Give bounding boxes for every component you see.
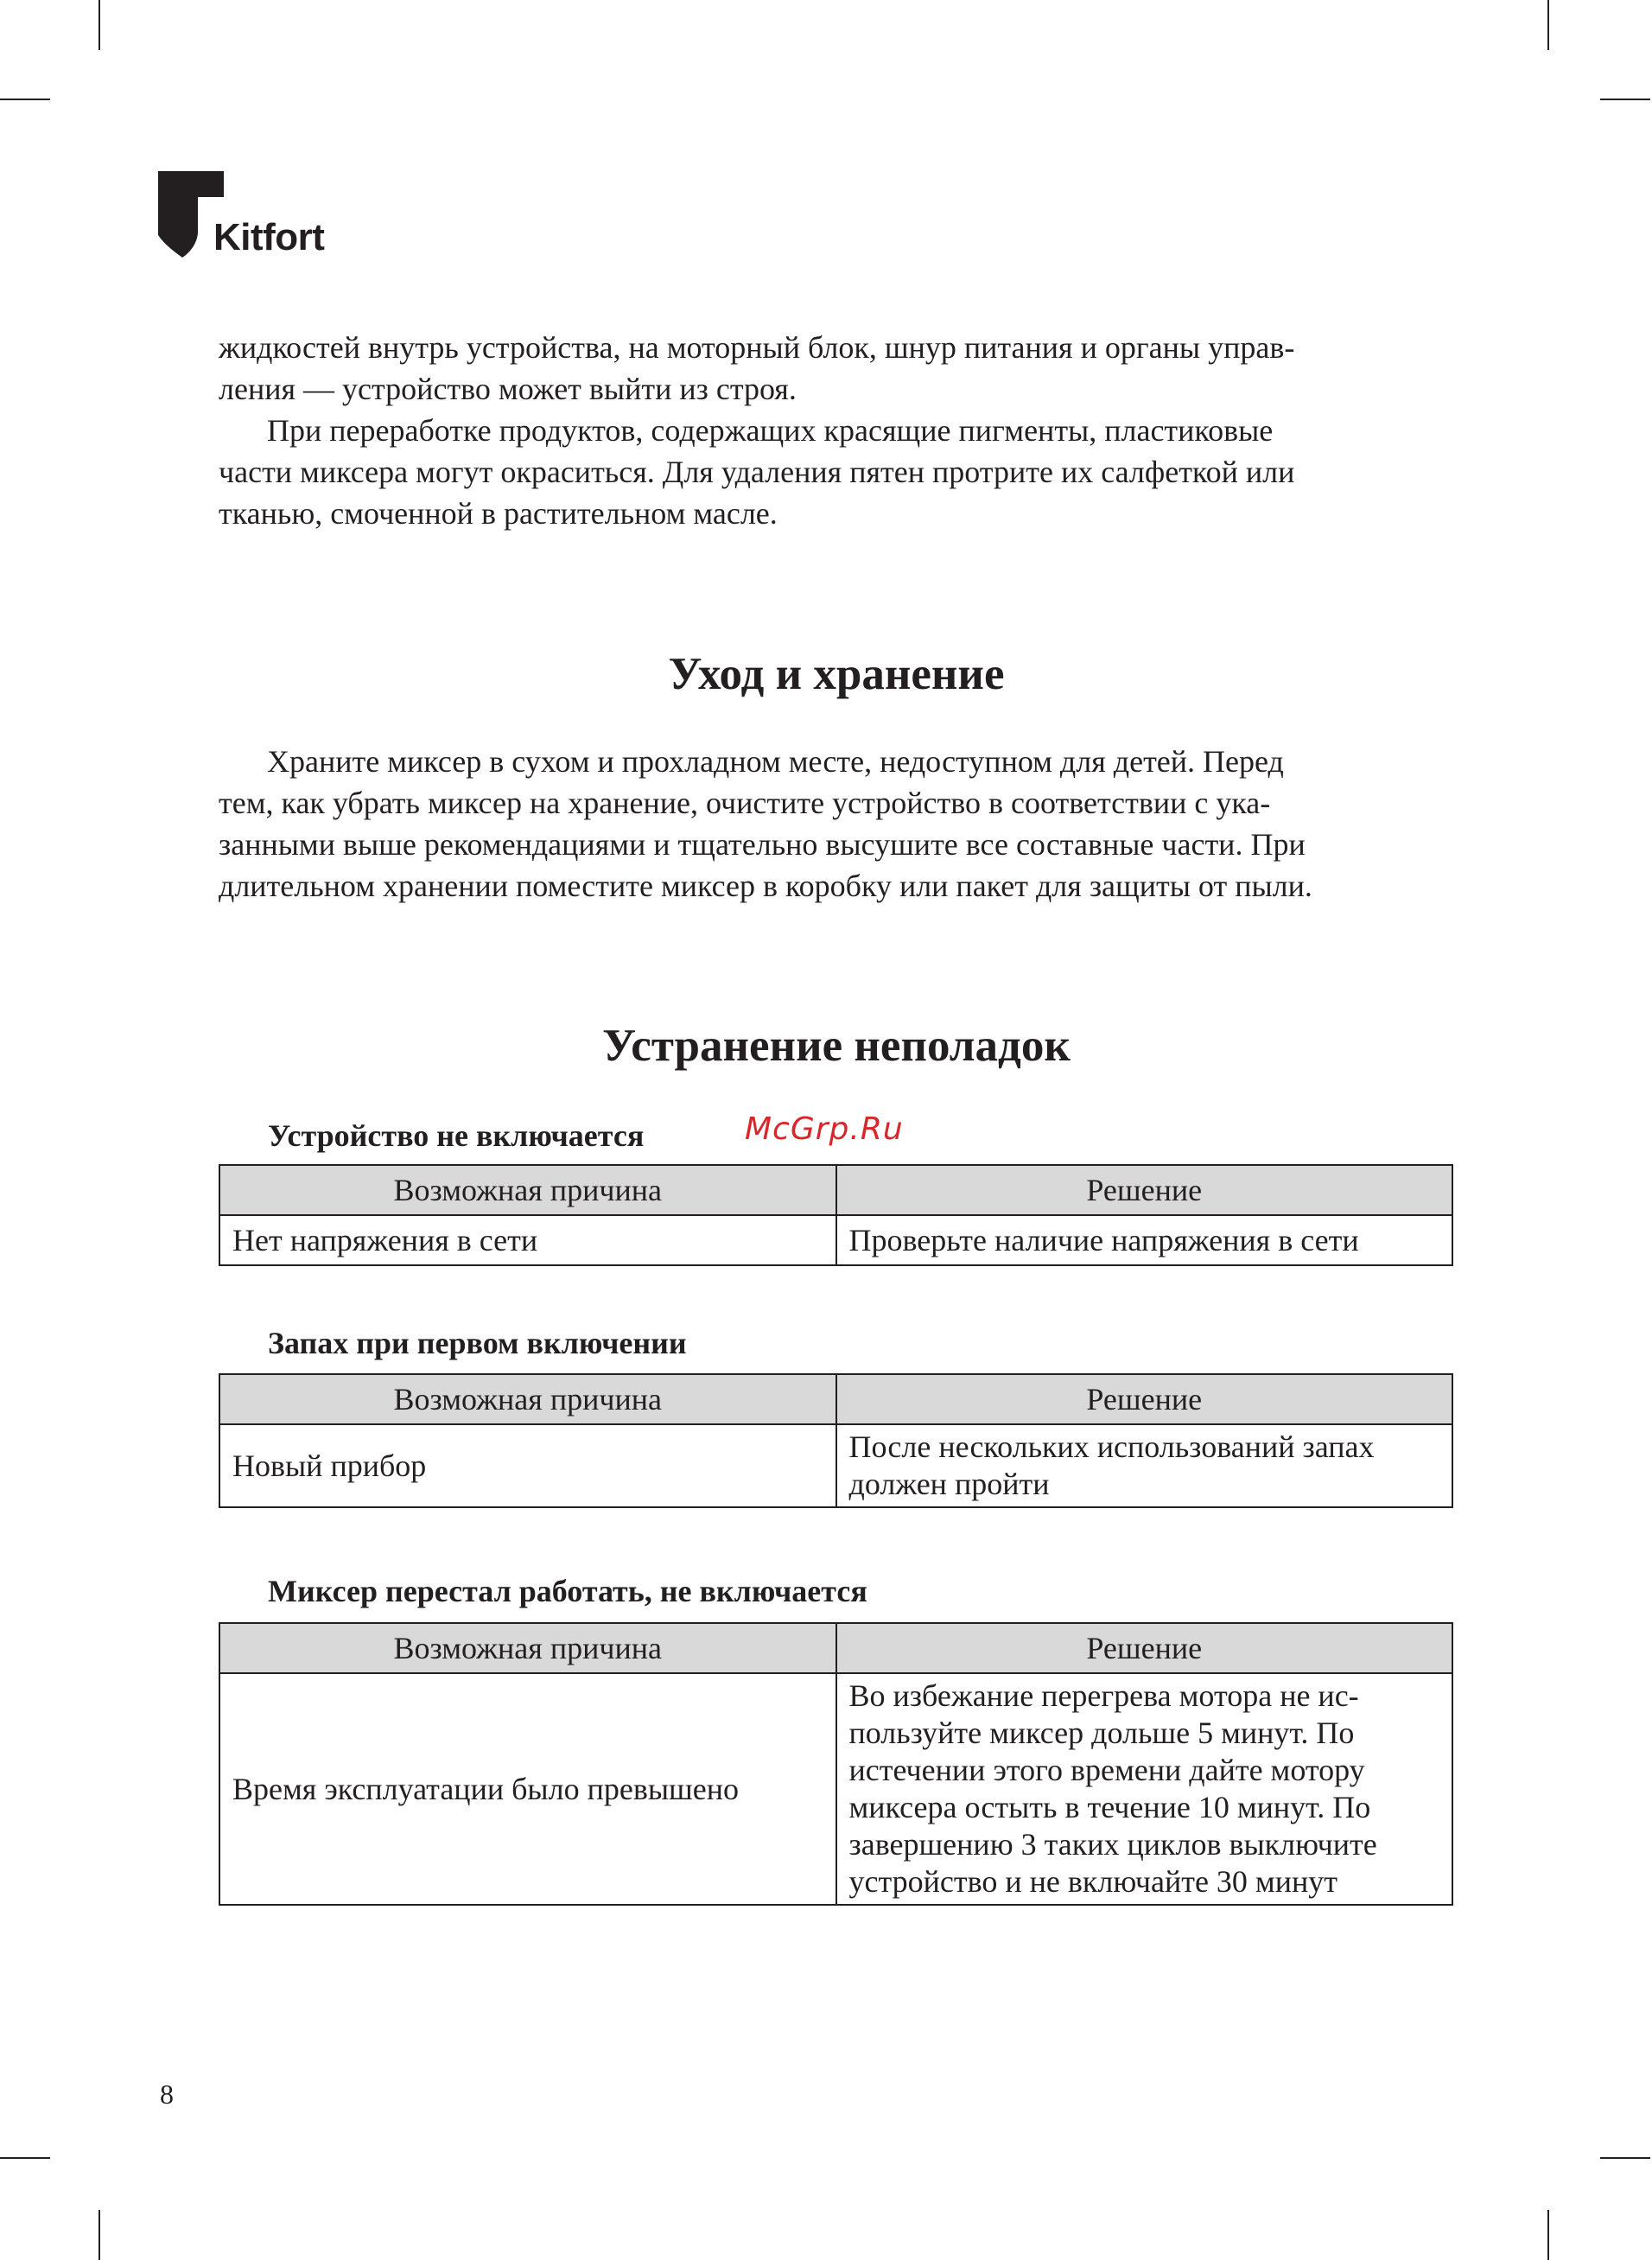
solution-line: миксера остыть в течение 10 минут. По (848, 1790, 1371, 1824)
text-line: жидкостей внутрь устройства, на моторный блок, шнур питания и органы управ- (219, 330, 1295, 365)
section-title: Устройство не включается (268, 1118, 645, 1153)
crop-mark (98, 2210, 100, 2260)
section-title: Миксер перестал работать, не включается (268, 1574, 867, 1608)
solution-line: должен пройти (848, 1467, 1050, 1501)
brand-name: Kitfort (213, 216, 325, 258)
troubleshooting-heading: Устранение неполадок (602, 1021, 1071, 1071)
cause-cell: Новый прибор (219, 1424, 836, 1507)
crop-mark (1547, 2210, 1549, 2260)
header-cause: Возможная причина (219, 1623, 836, 1673)
intro-paragraph (219, 327, 1454, 534)
header-solution: Решение (836, 1623, 1453, 1673)
text-line: ления — устройство может выйти из строя. (219, 372, 797, 406)
table-header-row (219, 1623, 1452, 1673)
care-paragraph (219, 741, 1454, 907)
troubleshooting-table (219, 1622, 1453, 1906)
table-row (219, 1424, 1452, 1507)
table-header-row (219, 1165, 1452, 1215)
table-row (219, 1215, 1452, 1265)
solution-cell (836, 1424, 1453, 1507)
crop-mark (1600, 2157, 1650, 2159)
header-cause: Возможная причина (219, 1165, 836, 1215)
section-title: Запах при первом включении (268, 1326, 687, 1360)
watermark: McGrp.Ru (745, 1111, 904, 1147)
text-line: части миксера могут окраситься. Для удаления пятен протрите их салфеткой или (219, 455, 1295, 489)
solution-cell: Проверьте наличие напряжения в сети (836, 1215, 1453, 1265)
solution-line: Во избежание перегрева мотора не ис- (848, 1678, 1359, 1713)
crop-mark (98, 0, 100, 50)
table-row (219, 1673, 1452, 1905)
header-solution: Решение (836, 1165, 1453, 1215)
text-line: длительном хранении поместите миксер в коробку или пакет для защиты от пыли. (219, 869, 1312, 903)
cause-cell: Нет напряжения в сети (219, 1215, 836, 1265)
kitfort-logo (158, 171, 383, 263)
solution-line: истечении этого времени дайте мотору (848, 1753, 1365, 1787)
solution-cell (836, 1673, 1453, 1905)
crop-mark (1600, 99, 1650, 100)
header-solution: Решение (836, 1374, 1453, 1424)
troubleshooting-table (219, 1373, 1453, 1508)
text-line: Храните миксер в сухом и прохладном месте, недоступном для детей. Перед (267, 744, 1284, 779)
text-line: тканью, смоченной в растительном масле. (219, 496, 778, 531)
table-header-row (219, 1374, 1452, 1424)
text-line: При переработке продуктов, содержащих красящие пигменты, пластиковые (267, 413, 1274, 448)
crop-mark (0, 99, 50, 100)
crop-mark (1547, 0, 1549, 50)
text-line: тем, как убрать миксер на хранение, очистите устройство в соответствии с ука- (219, 786, 1271, 820)
solution-line: После нескольких использований запах (848, 1429, 1375, 1464)
header-cause: Возможная причина (219, 1374, 836, 1424)
crop-mark (0, 2157, 50, 2159)
care-heading: Уход и хранение (668, 649, 1005, 699)
solution-line: пользуйте миксер дольше 5 минут. По (848, 1716, 1355, 1750)
text-line: занными выше рекомендациями и тщательно высушите все составные части. При (219, 827, 1306, 862)
page-number: 8 (160, 2079, 174, 2110)
troubleshooting-table (219, 1164, 1453, 1266)
solution-line: завершению 3 таких циклов выключите (848, 1827, 1377, 1862)
cause-cell: Время эксплуатации было превышено (219, 1673, 836, 1905)
solution-line: устройство и не включайте 30 минут (848, 1864, 1337, 1899)
